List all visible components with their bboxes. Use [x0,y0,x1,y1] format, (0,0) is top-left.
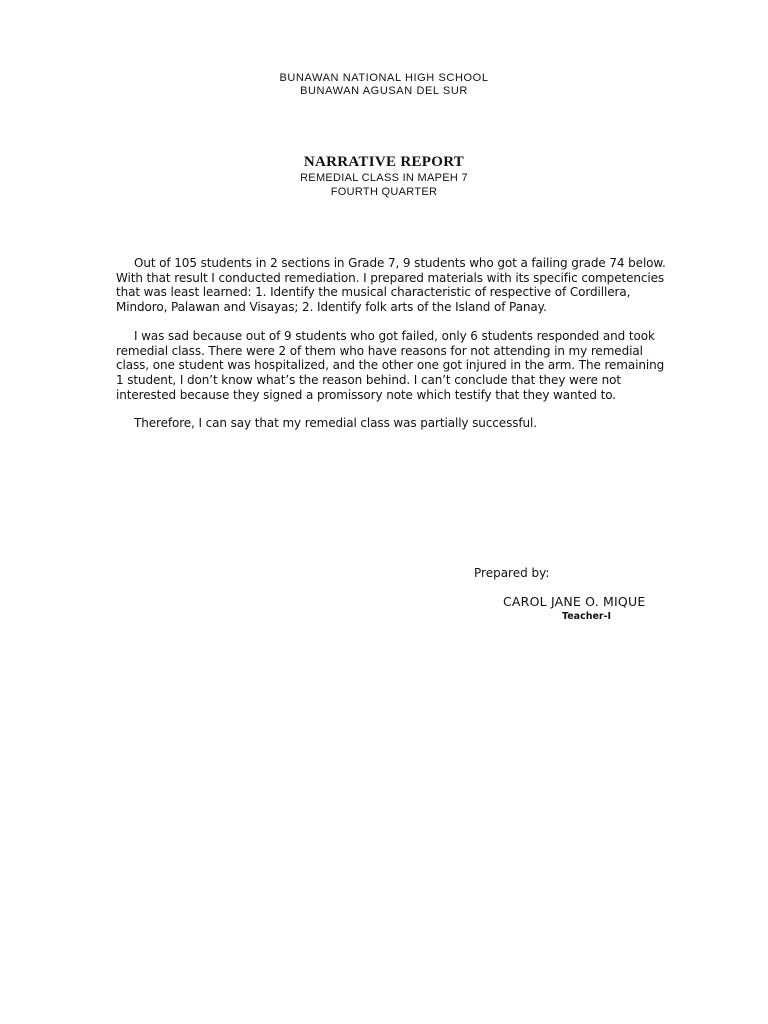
report-body [116,256,668,445]
report-title: NARRATIVE REPORT [303,154,465,170]
report-quarter: FOURTH QUARTER [330,186,438,198]
preparer-position: Teacher-I [562,611,612,622]
body-paragraph: Therefore, I can say that my remedial class was partially successful. [134,416,537,431]
school-header [0,72,768,98]
school-name: BUNAWAN NATIONAL HIGH SCHOOL [279,72,489,84]
school-address: BUNAWAN AGUSAN DEL SUR [300,85,468,97]
report-subtitle: REMEDIAL CLASS IN MAPEH 7 [300,172,468,184]
preparer-name: CAROL JANE O. MIQUE [503,594,646,609]
body-paragraph: Out of 105 students in 2 sections in Grade 7, 9 students who got a failing grade 74 below. With that result I conducted remediation. I prepared materials with its specific competencies that was least learned: 1. Identify the musical characteristic of respective of Cordillera, Mindoro, Palawan and Visayas; 2. Identify folk arts of the Island of Panay. [116,256,666,315]
body-paragraph: I was sad because out of 9 students who got failed, only 6 students responded and took remedial class. There were 2 of them who have reasons for not attending in my remedial class, one student was hospitalized, and the other one got injured in the arm. The remaining 1 student, I don’t know what’s the reason behind. I can’t conclude that they were not interested because they signed a promissory note which testify that they wanted to. [116,328,665,402]
report-title-block [0,154,768,199]
prepared-by-label: Prepared by: [474,566,550,580]
